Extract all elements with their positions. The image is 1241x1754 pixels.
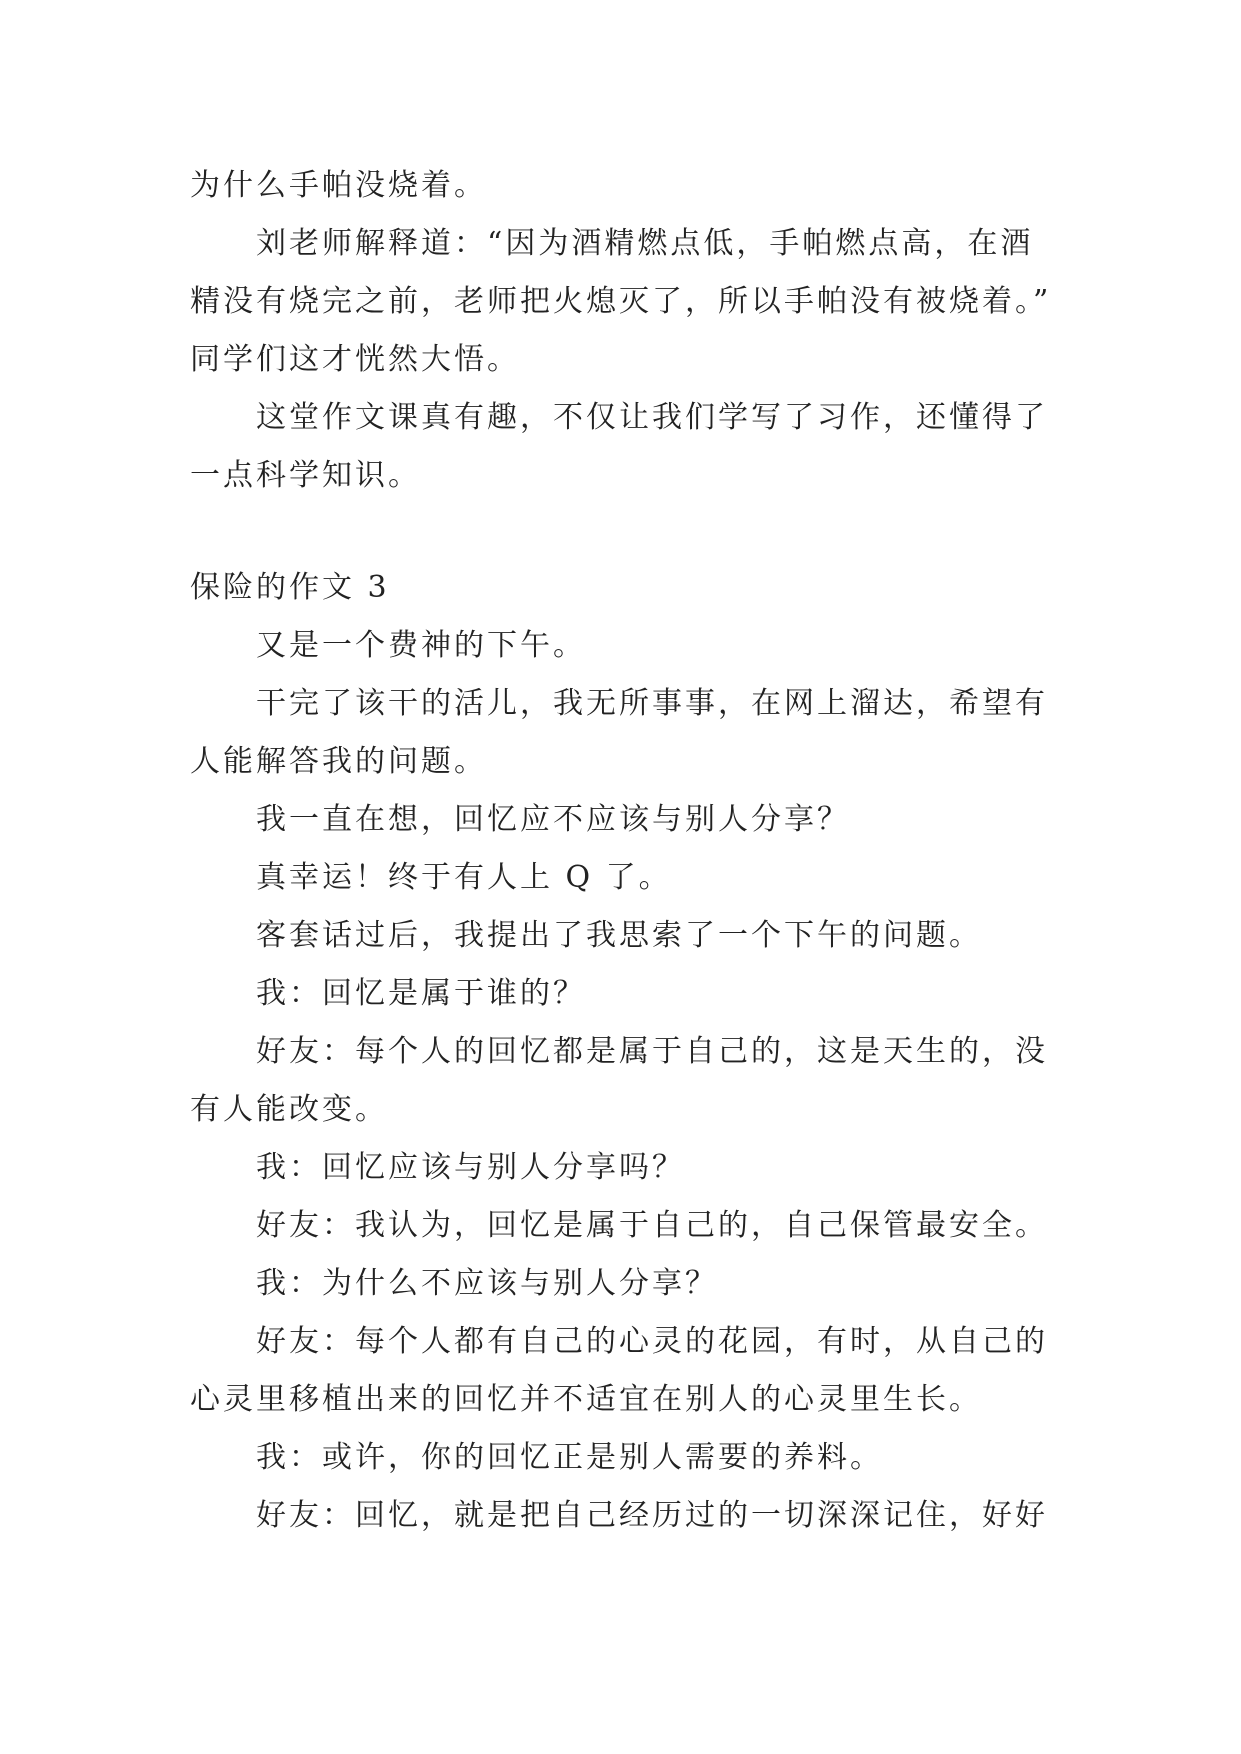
- text-line: 为什么手帕没烧着。: [190, 168, 487, 203]
- document-page: [190, 157, 1070, 1545]
- text-line: 我：或许，你的回忆正是别人需要的养料。: [256, 1440, 883, 1475]
- text-line: 这堂作文课真有趣，不仅让我们学写了习作，还懂得了: [256, 400, 1048, 435]
- text-line: 好友：我认为，回忆是属于自己的，自己保管最安全。: [256, 1208, 1048, 1243]
- text-line: 真幸运！终于有人上 Q 了。: [256, 860, 672, 895]
- text-line: 同学们这才恍然大悟。: [190, 342, 520, 377]
- text-line: 好友：每个人都有自己的心灵的花园，有时，从自己的: [256, 1324, 1048, 1359]
- text-line: 客套话过后，我提出了我思索了一个下午的问题。: [256, 918, 982, 953]
- text-line: 好友：每个人的回忆都是属于自己的，这是天生的，没: [256, 1034, 1048, 1069]
- text-line: 我：回忆是属于谁的？: [256, 976, 586, 1011]
- text-line: 心灵里移植出来的回忆并不适宜在别人的心灵里生长。: [190, 1382, 982, 1417]
- text-line: 有人能改变。: [190, 1092, 388, 1127]
- paragraph-gap: [190, 505, 1070, 559]
- section-heading: 保险的作文 3: [190, 570, 390, 605]
- text-line: 又是一个费神的下午。: [256, 628, 586, 663]
- text-line: 一点科学知识。: [190, 458, 421, 493]
- text-line: 我：为什么不应该与别人分享？: [256, 1266, 718, 1301]
- text-line: 我一直在想，回忆应不应该与别人分享？: [256, 802, 850, 837]
- text-line: 人能解答我的问题。: [190, 744, 487, 779]
- text-line: 精没有烧完之前，老师把火熄灭了，所以手帕没有被烧着。”: [190, 284, 1052, 319]
- text-line: 刘老师解释道：“因为酒精燃点低，手帕燃点高，在酒: [256, 226, 1034, 261]
- text-line: 我：回忆应该与别人分享吗？: [256, 1150, 685, 1185]
- text-line: 好友：回忆，就是把自己经历过的一切深深记住，好好: [256, 1498, 1048, 1533]
- text-line: 干完了该干的活儿，我无所事事，在网上溜达，希望有: [256, 686, 1048, 721]
